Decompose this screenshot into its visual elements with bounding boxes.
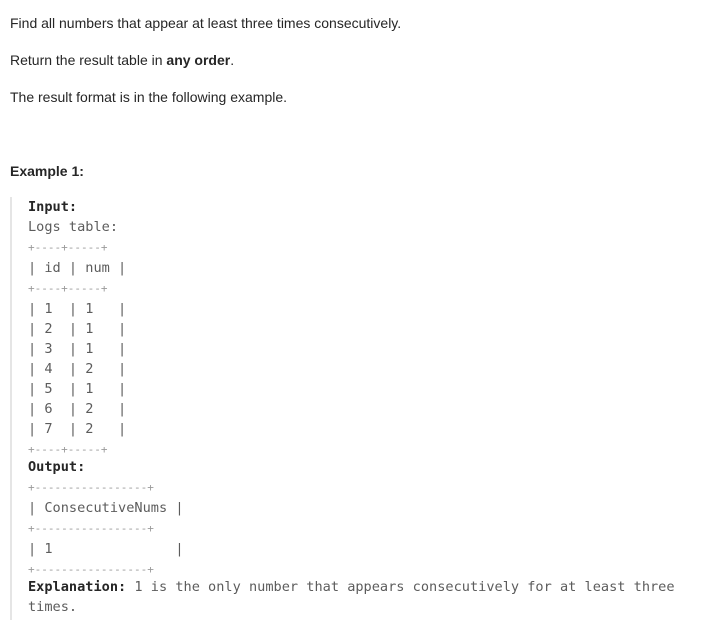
description-line-2 [10,50,234,70]
explanation-text-continued: times. [28,599,78,615]
logs-table-border-top: +----+-----+ [28,241,108,254]
result-table-border-mid: +-----------------+ [28,522,154,535]
logs-table-row: | 6 | 2 | [28,401,127,417]
example-block [10,197,704,620]
result-table-border-top: +-----------------+ [28,481,154,494]
logs-table-row: | 1 | 1 | [28,301,127,317]
description-text-2-bold: any order [166,52,231,68]
output-label: Output: [28,459,86,475]
description-text-2-prefix: Return the result table in [10,52,167,68]
explanation-text: 1 is the only number that appears consecutively for at least three [126,579,675,595]
description-text-2-suffix: . [230,52,235,68]
description-line-3 [10,87,287,107]
input-block [28,197,126,460]
logs-table-row: | 7 | 2 | [28,421,127,437]
result-table-header: | ConsecutiveNums | [28,500,184,516]
logs-table-row: | 3 | 1 | [28,341,127,357]
description-text-1: Find all numbers that appear at least three times consecutively. [10,15,402,31]
output-block [28,457,184,580]
input-label: Input: [28,199,78,215]
explanation-block [28,577,675,617]
explanation-label: Explanation: [28,579,127,595]
logs-table-row: | 4 | 2 | [28,361,127,377]
logs-table-header: | id | num | [28,260,127,276]
logs-table-name: Logs table: [28,219,119,235]
description-line-1 [10,13,401,33]
result-table-border-bottom: +-----------------+ [28,563,154,576]
example-heading: Example 1: [10,163,84,179]
description-text-3: The result format is in the following example. [10,89,288,105]
logs-table-row: | 5 | 1 | [28,381,127,397]
result-table-row: | 1 | [28,541,184,557]
logs-table-row: | 2 | 1 | [28,321,127,337]
logs-table-border-bottom: +----+-----+ [28,443,108,456]
logs-table-border-mid: +----+-----+ [28,282,108,295]
